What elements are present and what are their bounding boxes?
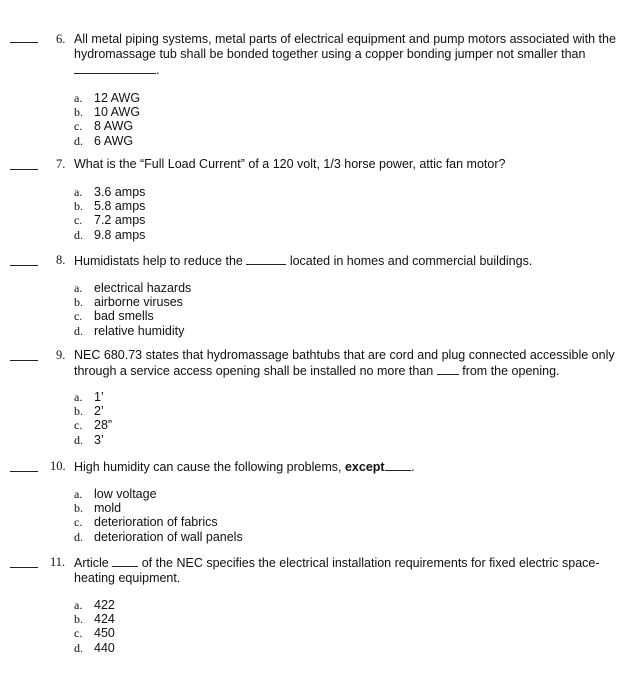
option[interactable]: a. 3.6 amps — [74, 185, 146, 199]
option[interactable]: a. electrical hazards — [74, 281, 192, 295]
option[interactable]: b. 424 — [74, 612, 115, 627]
option[interactable]: b. 5.8 amps — [74, 199, 146, 214]
option-list — [74, 598, 115, 655]
question-text: All metal piping systems, metal parts of electrical equipment and pump motors associated with the hydromassage tub shall be bonded together using a copper bonding jumper not smaller than . — [74, 32, 616, 77]
question-text: High humidity can cause the following problems, except . — [74, 460, 415, 474]
option[interactable]: b. airborne viruses — [74, 295, 183, 310]
emphasis-text: except — [344, 460, 385, 474]
option[interactable]: d. deterioration of wall panels — [74, 529, 243, 544]
answer-blank[interactable] — [10, 42, 38, 43]
option[interactable]: c. 7.2 amps — [74, 213, 146, 228]
question-number: 6. — [56, 32, 66, 46]
option[interactable]: d. relative humidity — [74, 323, 185, 338]
fill-blank[interactable] — [385, 459, 411, 471]
option[interactable]: d. 6 AWG — [74, 133, 134, 148]
question-text: Article of the NEC specifies the electrical installation requirements for fixed electric space-heating equipment. — [74, 556, 600, 585]
answer-blank[interactable] — [10, 471, 38, 472]
option[interactable]: a. 1’ — [74, 390, 104, 404]
answer-blank[interactable] — [10, 265, 38, 266]
option-list — [74, 390, 112, 447]
option[interactable]: c. 8 AWG — [74, 119, 134, 134]
question-number: 11. — [50, 555, 66, 569]
option-list — [74, 91, 140, 148]
fill-blank[interactable] — [437, 363, 459, 375]
option[interactable]: d. 3’ — [74, 432, 104, 447]
option[interactable]: b. 2’ — [74, 404, 104, 419]
question-text: NEC 680.73 states that hydromassage bathtubs that are cord and plug connected accessible only through a service access opening shall be installed no more than from the opening. — [74, 348, 615, 378]
option[interactable]: a. low voltage — [74, 487, 157, 501]
option[interactable]: a. 422 — [74, 598, 115, 612]
question-number: 10. — [50, 459, 66, 473]
option[interactable]: d. 440 — [74, 640, 115, 655]
answer-blank[interactable] — [10, 567, 38, 568]
option[interactable]: c. deterioration of fabrics — [74, 515, 218, 530]
option-list — [74, 281, 191, 338]
option-list — [74, 185, 145, 242]
option[interactable]: c. 450 — [74, 626, 115, 641]
option[interactable]: d. 9.8 amps — [74, 227, 146, 242]
option[interactable]: c. bad smells — [74, 309, 154, 324]
option[interactable]: b. mold — [74, 501, 122, 516]
question-text: Humidistats help to reduce the located in homes and commercial buildings. — [74, 254, 533, 268]
answer-blank[interactable] — [10, 169, 38, 170]
question-number: 9. — [56, 348, 66, 362]
option[interactable]: c. 28” — [74, 418, 113, 433]
option[interactable]: b. 10 AWG — [74, 105, 141, 120]
option[interactable]: a. 12 AWG — [74, 91, 141, 105]
fill-blank[interactable] — [112, 555, 138, 567]
answer-blank[interactable] — [10, 360, 38, 361]
fill-blank[interactable] — [246, 253, 286, 265]
question-text: What is the “Full Load Current” of a 120 volt, 1/3 horse power, attic fan motor? — [74, 157, 506, 171]
option-list — [74, 487, 243, 544]
fill-blank[interactable] — [74, 62, 156, 74]
question-number: 7. — [56, 157, 66, 171]
question-number: 8. — [56, 253, 66, 267]
